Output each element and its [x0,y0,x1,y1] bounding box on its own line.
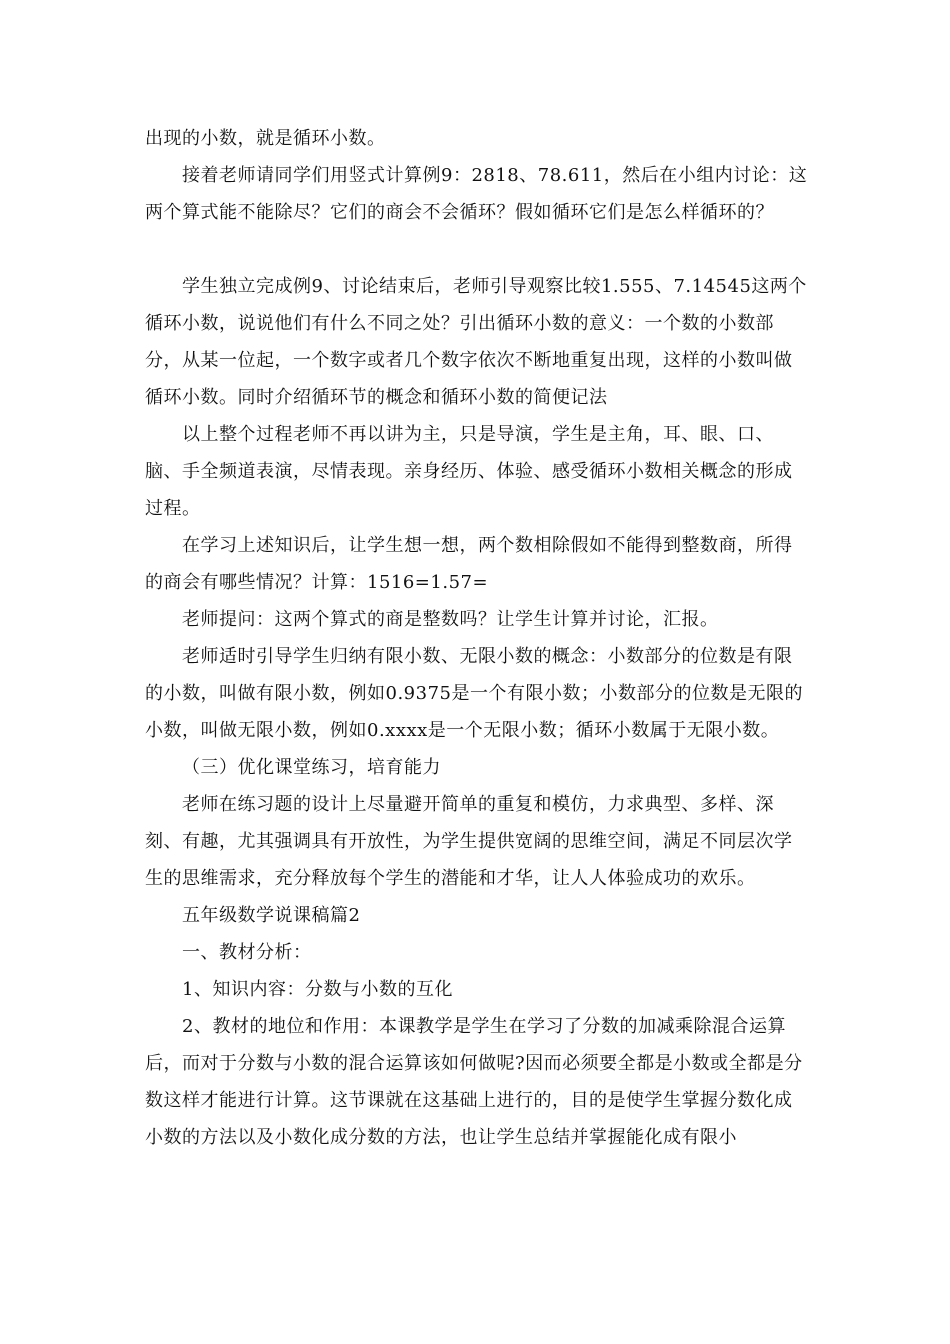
paragraph-9: 老师在练习题的设计上尽量避开简单的重复和模仿，力求典型、多样、深刻、有趣，尤其强调具有开放性，为学生提供宽阔的思维空间，满足不同层次学生的思维需求，充分释放每个学生的潜能和才华，让人人体验成功的欢乐。 [145,794,793,889]
paragraph-2: 接着老师请同学们用竖式计算例9：2818、78.611，然后在小组内讨论：这两个算式能不能除尽？它们的商会不会循环？假如循环它们是怎么样循环的？ [145,165,808,223]
paragraph-1: 出现的小数，就是循环小数。 [145,128,386,149]
paragraph-12: 1、知识内容：分数与小数的互化 [182,979,453,1000]
paragraph-6: 老师提问：这两个算式的商是整数吗？让学生计算并讨论，汇报。 [182,609,719,630]
paragraph-5: 在学习上述知识后，让学生想一想，两个数相除假如不能得到整数商，所得的商会有哪些情况？计算：1516=1.57= [145,535,793,593]
paragraph-4: 以上整个过程老师不再以讲为主，只是导演，学生是主角，耳、眼、口、脑、手全频道表演，尽情表现。亲身经历、体验、感受循环小数相关概念的形成过程。 [145,424,793,519]
paragraph-7: 老师适时引导学生归纳有限小数、无限小数的概念：小数部分的位数是有限的小数，叫做有限小数，例如0.9375是一个有限小数；小数部分的位数是无限的小数，叫做无限小数，例如0.xxxx是一个无限小数；循环小数属于无限小数。 [145,646,803,741]
document-body [145,120,810,1156]
article-title-2: 五年级数学说课稿篇2 [182,905,361,926]
section-heading-1: 一、教材分析： [182,942,312,963]
section-heading-3: （三）优化课堂练习，培育能力 [182,757,441,778]
paragraph-3: 学生独立完成例9、讨论结束后，老师引导观察比较1.555、7.14545这两个循环小数，说说他们有什么不同之处？引出循环小数的意义：一个数的小数部分，从某一位起，一个数字或者几个数字依次不断地重复出现，这样的小数叫做循环小数。同时介绍循环节的概念和循环小数的简便记法 [145,276,807,408]
paragraph-13: 2、教材的地位和作用：本课教学是学生在学习了分数的加减乘除混合运算后，而对于分数与小数的混合运算该如何做呢?因而必须要全都是小数或全都是分数这样才能进行计算。这节课就在这基础上进行的，目的是使学生掌握分数化成小数的方法以及小数化成分数的方法，也让学生总结并掌握能化成有限小 [145,1016,803,1148]
